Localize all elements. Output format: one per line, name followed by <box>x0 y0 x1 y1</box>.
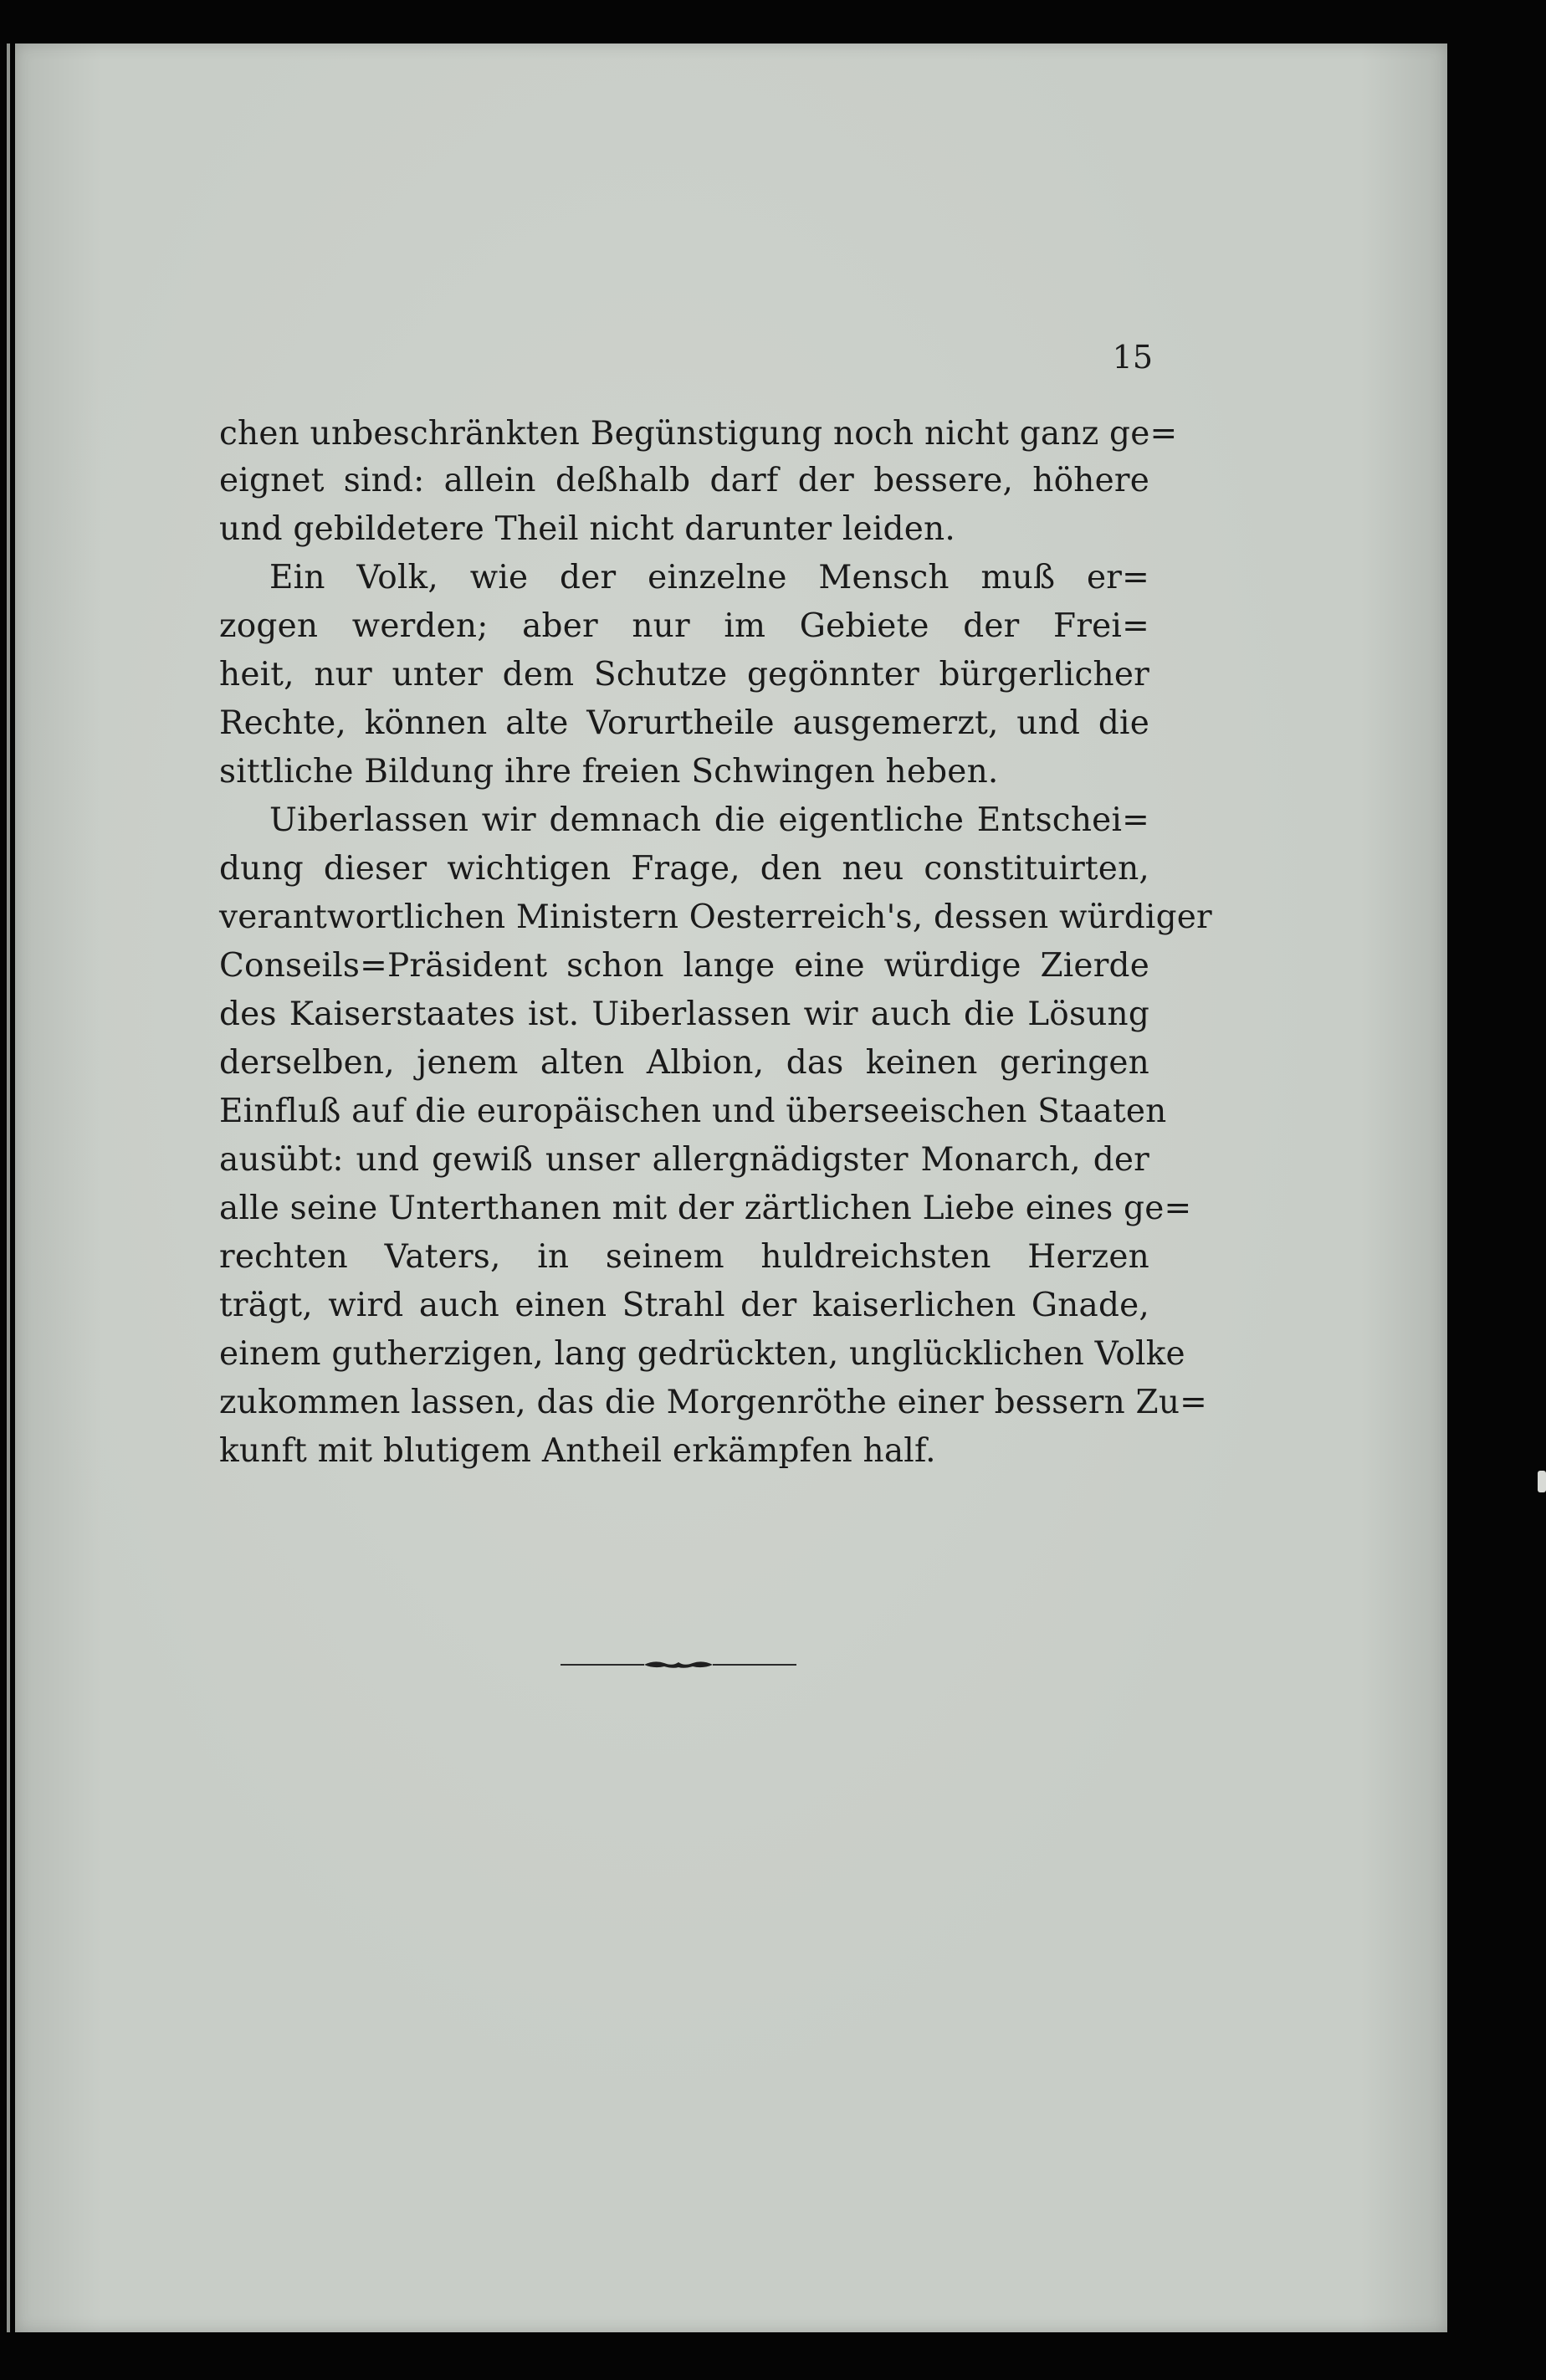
text-line: sittliche Bildung ihre freien Schwingen heben. <box>219 753 999 791</box>
text-line: des Kaiserstaates ist. Uiberlassen wir auch die Lösung <box>219 996 1149 1033</box>
text-line: Rechte, können alte Vorurtheile ausgemerzt, und die <box>219 704 1149 742</box>
text-line: zukommen lassen, das die Morgenröthe einer bessern Zu= <box>219 1384 1208 1421</box>
text-line: derselben, jenem alten Albion, das keinen geringen <box>219 1044 1149 1082</box>
text-line: Uiberlassen wir demnach die eigentliche Entschei= <box>269 801 1149 839</box>
adjacent-page-edge <box>7 44 10 2332</box>
scan-edge-mark <box>1538 1471 1546 1492</box>
text-line: Ein Volk, wie der einzelne Mensch muß er= <box>269 559 1149 596</box>
text-line: einem gutherzigen, lang gedrückten, unglücklichen Volke <box>219 1335 1185 1373</box>
text-line: Einfluß auf die europäischen und überseeischen Staaten <box>219 1093 1167 1130</box>
text-line: ausübt: und gewiß unser allergnädigster Monarch, der <box>219 1141 1149 1179</box>
text-line: zogen werden; aber nur im Gebiete der Frei= <box>219 607 1149 645</box>
text-line: Conseils=Präsident schon lange eine würdige Zierde <box>219 947 1149 985</box>
text-line: eignet sind: allein deßhalb darf der bessere, höhere <box>219 462 1149 499</box>
text-line: alle seine Unterthanen mit der zärtlichen Liebe eines ge= <box>219 1190 1192 1227</box>
text-line: kunft mit blutigem Antheil erkämpfen half. <box>219 1432 936 1470</box>
decorative-rule <box>561 1659 796 1671</box>
text-line: rechten Vaters, in seinem huldreichsten Herzen <box>219 1238 1149 1276</box>
text-line: dung dieser wichtigen Frage, den neu constituirten, <box>219 850 1149 888</box>
text-line: und gebildetere Theil nicht darunter leiden. <box>219 510 955 548</box>
text-line: trägt, wird auch einen Strahl der kaiserlichen Gnade, <box>219 1287 1149 1324</box>
text-line: verantwortlichen Ministern Oesterreich's, dessen würdiger <box>219 898 1212 936</box>
text-line: heit, nur unter dem Schutze gegönnter bürgerlicher <box>219 656 1149 694</box>
text-line: chen unbeschränkten Begünstigung noch nicht ganz ge= <box>219 415 1178 453</box>
page-number: 15 <box>1112 339 1153 376</box>
